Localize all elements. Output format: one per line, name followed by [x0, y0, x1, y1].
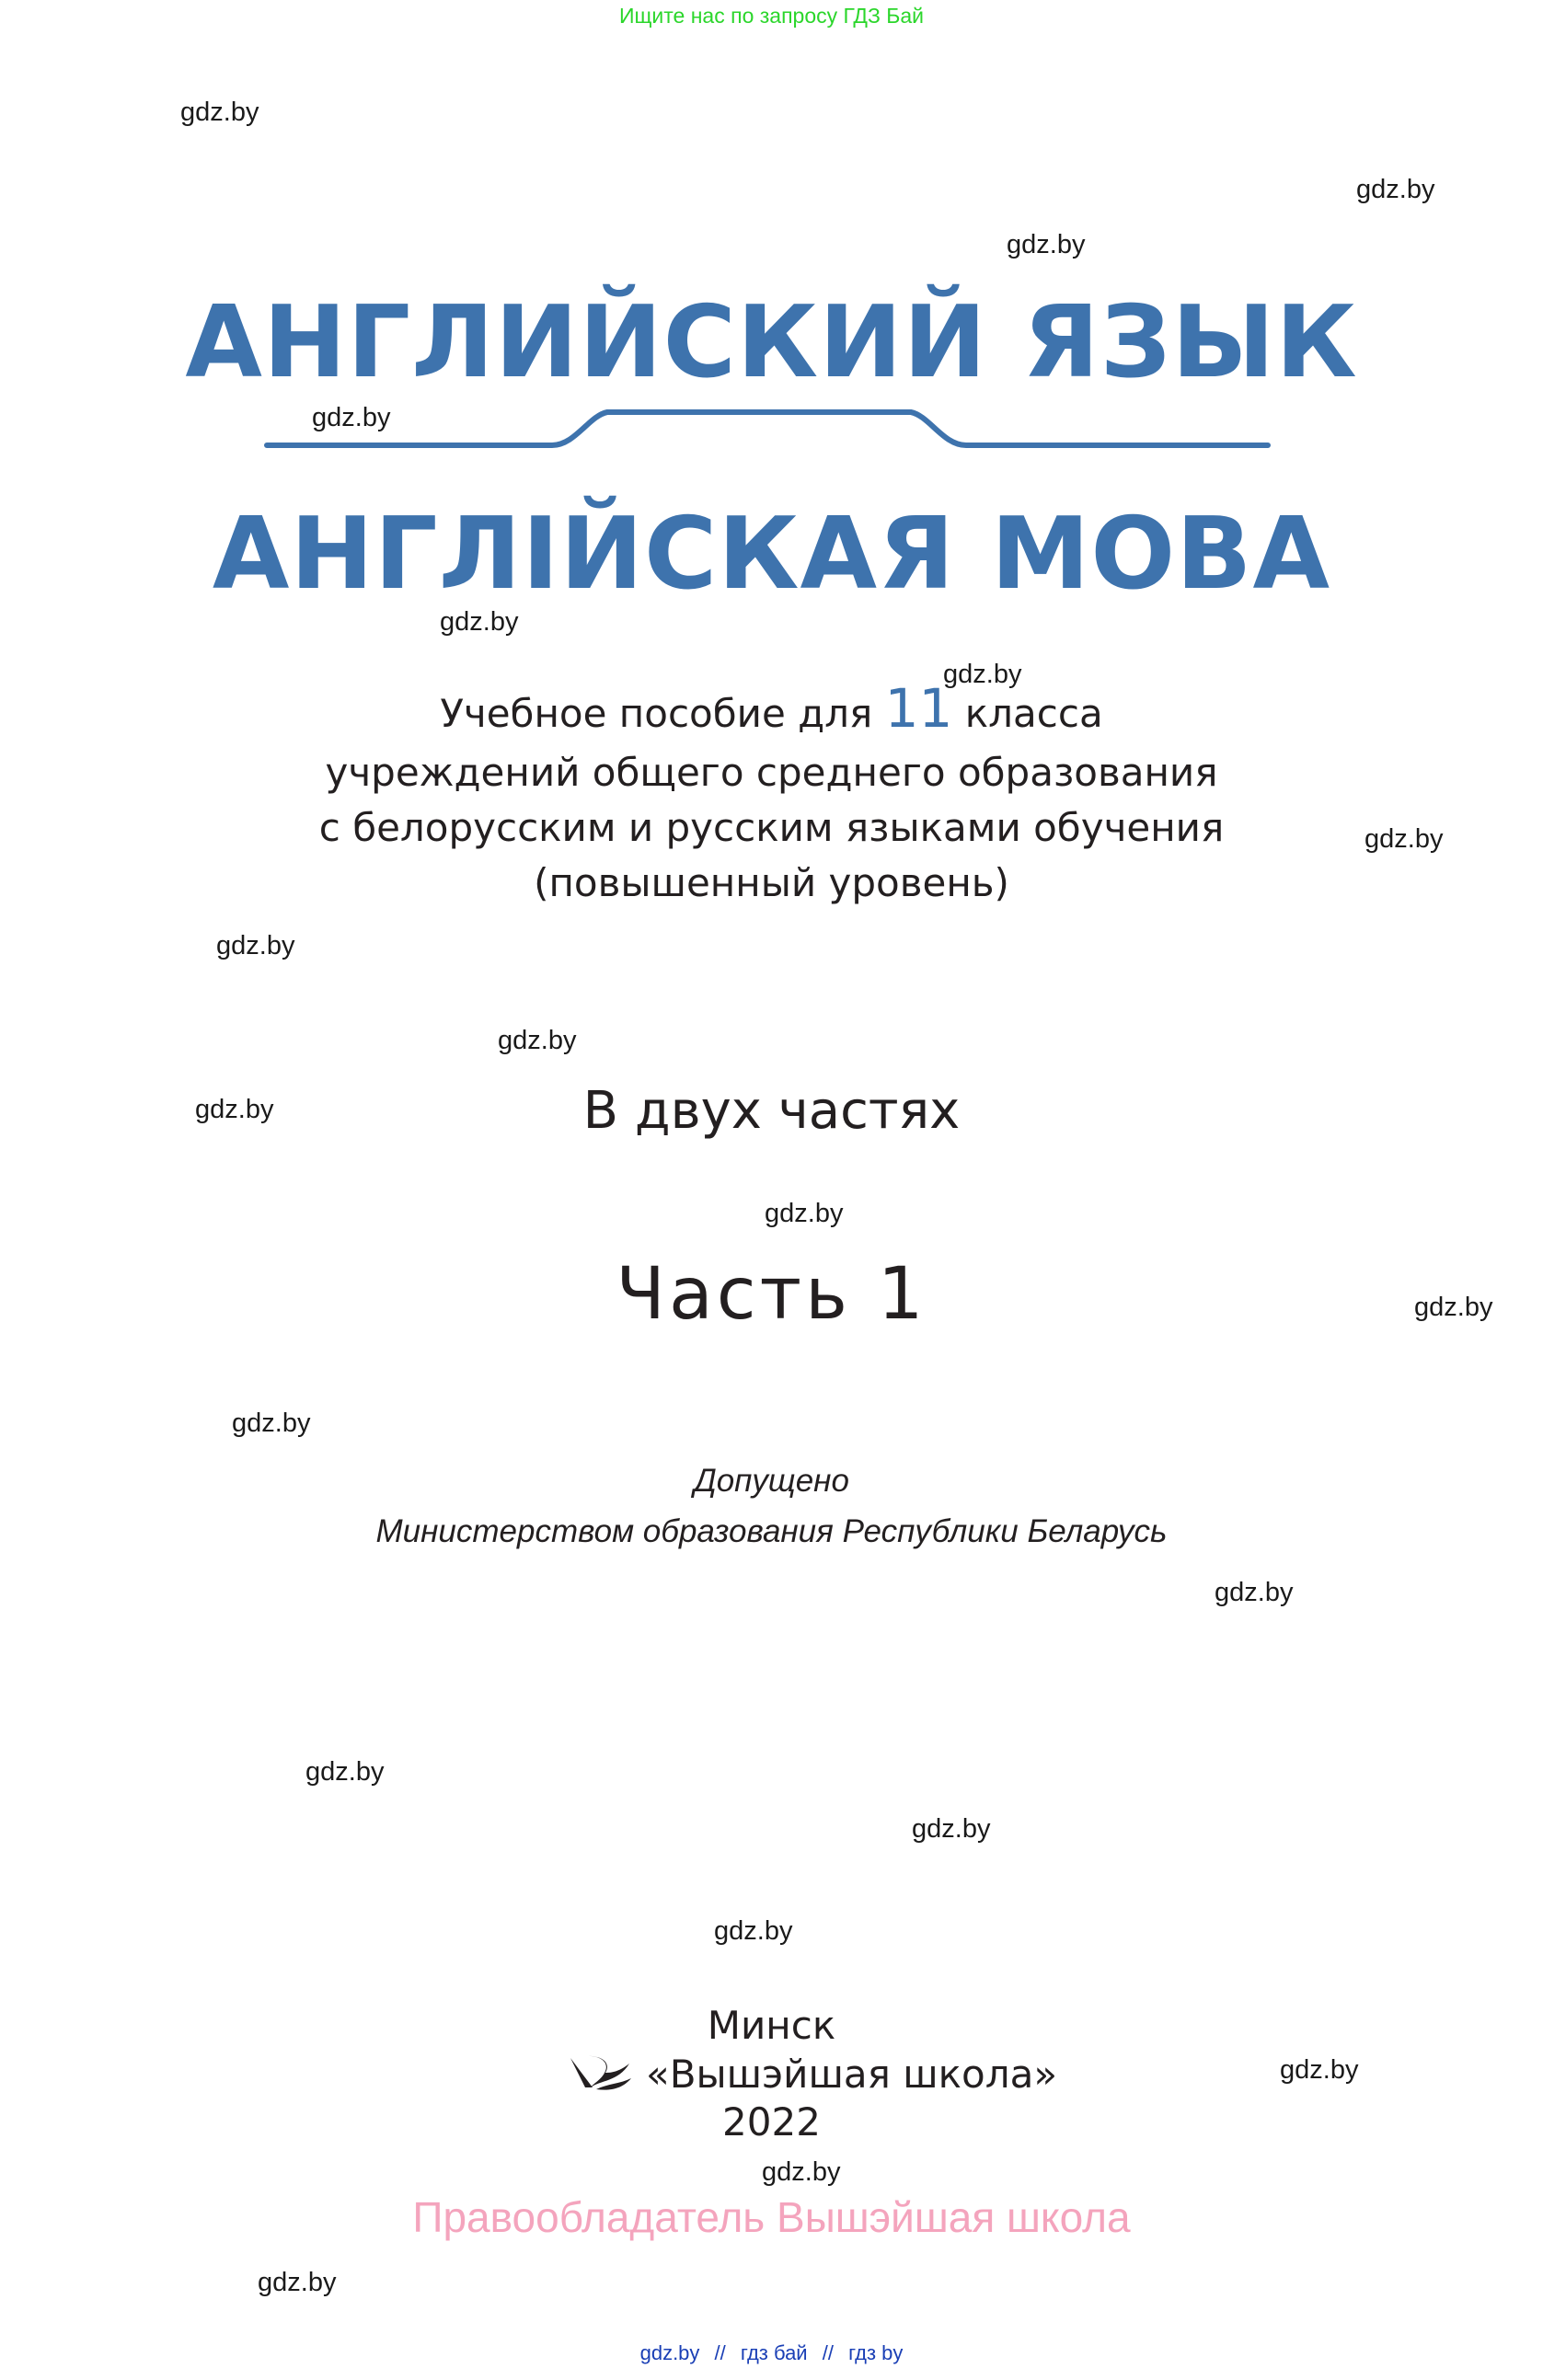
watermark: gdz.by	[498, 1026, 577, 1055]
watermark: gdz.by	[232, 1408, 311, 1438]
footer-links	[0, 2341, 1543, 2365]
footer-separator: //	[822, 2341, 834, 2364]
imprint-city: Минск	[707, 2003, 836, 2048]
part-label: Часть 1	[616, 1253, 927, 1336]
imprint-year: 2022	[722, 2099, 821, 2144]
watermark: gdz.by	[312, 403, 391, 432]
title-russian: АНГЛИЙСКИЙ ЯЗЫК	[185, 285, 1358, 400]
watermark: gdz.by	[714, 1916, 793, 1946]
footer-link-gdz-by-alt[interactable]: гдз by	[848, 2341, 904, 2364]
watermark: gdz.by	[305, 1757, 385, 1787]
watermark: gdz.by	[762, 2157, 841, 2187]
title-belarusian: АНГЛІЙСКАЯ МОВА	[212, 497, 1331, 612]
watermark: gdz.by	[1414, 1293, 1493, 1322]
subtitle-line-2: учреждений общего среднего образования	[325, 750, 1218, 795]
watermark: gdz.by	[258, 2268, 337, 2297]
publisher-logo-icon	[569, 2052, 633, 2093]
watermark: gdz.by	[1215, 1578, 1294, 1607]
watermark: gdz.by	[216, 931, 295, 960]
subtitle-prefix: Учебное пособие для	[440, 691, 885, 736]
subtitle-line-1	[0, 677, 1543, 742]
publisher-name: «Вышэйшая школа»	[646, 2052, 1058, 2097]
subtitle-line-3: с белорусским и русским языками обучения	[318, 805, 1225, 850]
grade-number: 11	[884, 677, 953, 740]
footer-link-gdz-bai[interactable]: гдз бай	[740, 2341, 808, 2364]
approval-line-2: Министерством образования Республики Беларусь	[375, 1513, 1168, 1549]
watermark: gdz.by	[180, 98, 259, 127]
top-banner: Ищите нас по запросу ГДЗ Бай	[618, 4, 925, 28]
watermark: gdz.by	[765, 1199, 844, 1228]
watermark: gdz.by	[195, 1095, 274, 1124]
watermark: gdz.by	[1356, 175, 1435, 204]
footer-separator: //	[714, 2341, 726, 2364]
watermark: gdz.by	[440, 607, 519, 637]
parts-note: В двух частях	[582, 1081, 961, 1141]
watermark: gdz.by	[1007, 230, 1086, 259]
footer-link-gdz-by[interactable]: gdz.by	[639, 2341, 700, 2364]
imprint-publisher	[569, 2052, 1057, 2097]
watermark: gdz.by	[912, 1814, 991, 1844]
watermark: gdz.by	[943, 660, 1022, 689]
approval-line-1: Допущено	[694, 1463, 849, 1499]
rights-holder: Правообладатель Вышэйшая школа	[412, 2193, 1131, 2241]
watermark: gdz.by	[1280, 2055, 1359, 2085]
subtitle-line-4: (повышенный уровень)	[534, 860, 1009, 905]
watermark: gdz.by	[1365, 824, 1444, 854]
title-divider	[0, 405, 1543, 478]
subtitle-suffix: класса	[952, 691, 1103, 736]
